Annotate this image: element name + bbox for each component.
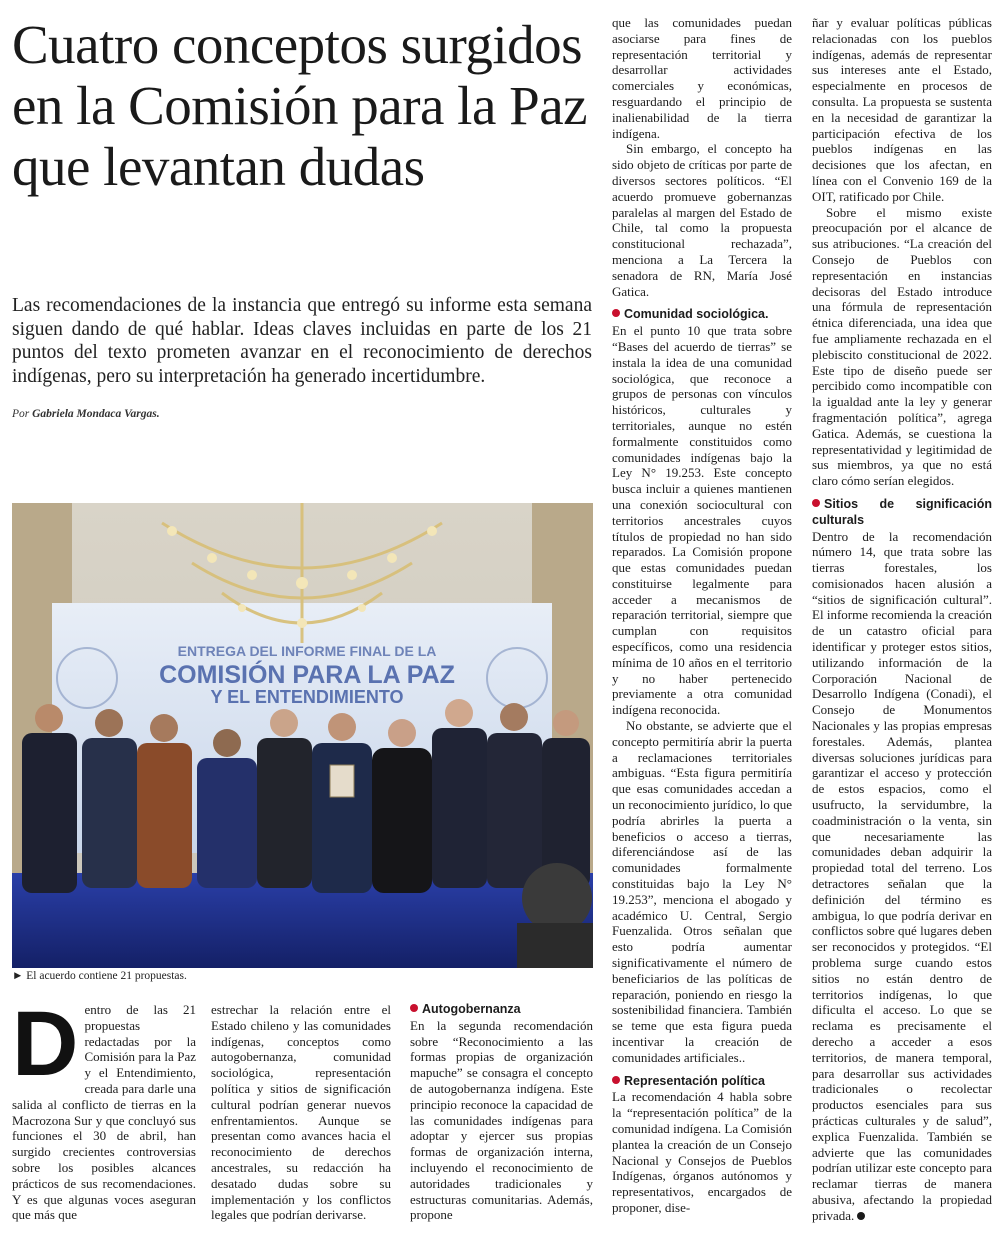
- banner-line-3: Y EL ENTENDIMIENTO: [210, 687, 404, 707]
- bullet-icon: [612, 1076, 620, 1084]
- article-photo: [12, 503, 593, 968]
- end-of-article-icon: [857, 1212, 865, 1220]
- autogobernanza-paragraph-2: que las comunidades puedan asociarse para fines de representación territorial y desarrollar actividades comerciales y económicas, resguardando el principio de inalienabilidad de la tierra indígena.: [612, 15, 792, 141]
- autogobernanza-paragraph-1: En la segunda recomendación sobre “Reconocimiento a las formas propias de organización mapuche” se consagra el concepto de autogobernanza indígena. Este principio reconoce la capacidad de las comunidades indígenas para adoptar y ejercer sus propias formas de organización interna, incluyendo el reconocimiento de autoridades tradicionales y estructuras comunitarias. Además, propone: [410, 1017, 593, 1223]
- section-heading-autogobernanza: Autogobernanza: [410, 1002, 593, 1018]
- bullet-icon: [612, 309, 620, 317]
- photo-caption: ► El acuerdo contiene 21 propuestas.: [12, 970, 187, 982]
- dropcap: D: [12, 993, 79, 1095]
- article-deck: Las recomendaciones de la instancia que entregó su informe esta semana siguen dando de qué hablar. Ideas claves incluidas en parte de los 21 puntos del texto prometen avanzar en el reconocimiento de derechos indígenas, pero su interpretación ha generado incertidumbre.: [12, 295, 592, 387]
- autogobernanza-paragraph-3: Sin embargo, el concepto ha sido objeto de críticas por parte de diversos sectores políticos. “El acuerdo promueve gobernanzas paralelas al margen del Estado de Chile, tal como la propuesta constitucional rechazada”, menciona a La Tercera la senadora de RN, María José Gatica.: [612, 141, 792, 299]
- banner-line-2: COMISIÓN PARA LA PAZ: [159, 661, 455, 689]
- column-middle: [612, 15, 792, 1216]
- representacion-paragraph-1-end: ñar y evaluar políticas públicas relacionadas con los pueblos indígenas, además de representar sus intereses ante el Estado, especialmente en procesos de consulta. La propuesta se sustenta en la necesidad de garantizar la participación efectiva de los pueblos indígenas en las decisiones que los afectan, en línea con el Convenio 169 de la OIT, ratificado por Chile.: [812, 15, 992, 204]
- byline-author: Gabriela Mondaca Vargas.: [32, 408, 160, 420]
- comunidad-paragraph-1: En el punto 10 que trata sobre “Bases del acuerdo de tierras” se instala la idea de una comunidad sociológica, que reconoce a grupos de personas con vínculos históricos, culturales y territoriales, aunque no estén formalmente constituidos como comunidades indígenas bajo la Ley N° 19.253. Este concepto busca incluir a quienes mantienen una conexión sociocultural con territorios ancestrales cuyos títulos de propiedad no han sido reparados. La Comisión propone que estas comunidades puedan constituirse legalmente para acceder a mecanismos de reparación territorial, siempre que cumplan con requisitos específicos, como una residencia mínima de 10 años en el territorio y no haber pertenecido previamente a otra comunidad indígena reconocida.: [612, 323, 792, 718]
- section-heading-comunidad: Comunidad sociológica.: [612, 307, 792, 323]
- banner-line-1: ENTREGA DEL INFORME FINAL DE LA: [177, 643, 437, 659]
- intro-paragraph-1: entro de las 21 propuestas redactadas por la Comisión para la Paz y el Entendimiento, creada para darle una salida al conflicto de tierras en la Macrozona Sur y que concluyó sus funciones el 30 de abril, han surgido crecientes controversias sobre los posibles alcances prácticos de sus recomendaciones. Y es que algunas voces aseguran que más que: [12, 1002, 196, 1223]
- section-heading-representacion: Representación política: [612, 1074, 792, 1090]
- column-intro-2: [211, 1002, 391, 1223]
- representacion-paragraph-2: Sobre el mismo existe preocupación por el alcance de sus atribuciones. “La creación del Consejo de Pueblos con representación en instancias decisoras del Estado introduce una fórmula de representación étnica diferenciada, una idea que fue ampliamente rechazada en el plebiscito constitucional de 2022. Este tipo de diseño puede ser percibido como incompatible con la igualdad ante la ley y generar fragmentación política”, agrega Gatica. Además, se cuestiona la representatividad y legitimidad de sus miembros, ya que no está claro cómo serían elegidos.: [812, 204, 992, 489]
- comunidad-paragraph-2: No obstante, se advierte que el concepto permitiría abrir la puerta a reclamaciones territoriales ambiguas. “Esta figura permitiría que esas comunidades accedan a un reconocimiento jurídico, lo que podría abrirles la puerta a beneficios o acceso a tierras, diferenciándose así de las comunidades formalmente constituidas bajo la Ley N° 19.253”, menciona el abogado y académico U. Central, Sergio Fuenzalida. Otros señalan que esto podría aumentar significativamente el número de beneficiarios de las políticas de reparación, poniendo en riesgo la sostenibilidad financiera. También se teme que esta figura pueda incentivar la creación de comunidades artificiales..: [612, 718, 792, 1065]
- section-heading-sitios: Sitios de significación culturals: [812, 496, 992, 527]
- sitios-paragraph-1: Dentro de la recomendación número 14, que trata sobre las tierras forestales, los comisionados hacen alusión a “sitios de significación cultural”. El informe recomienda la creación de un catastro oficial para identificar y proteger estos sitios, utilizando información de la Corporación Nacional de Desarrollo Indígena (Conadi), el Consejo de Monumentos Nacionales y las propias empresas forestales. Además, plantea diversas soluciones jurídicas para garantizar el acceso y protección de estos espacios, como el usufructo, la servidumbre, la coadministración o la venta, sin que necesariamente las comunidades deban adquirir la propiedad total del terreno. Los detractores señalan que la definición del término es ambigua, lo que podría derivar en conflictos sobre qué lugares deben ser reconocidos y protegidos. “El problema surge cuando estos sitios no están dentro de territorios indígenas, lo que dificulta el acceso. Lo que se reclama es precisamente el derecho a acceder a esos territorios, de manera temporal, para desarrollar sus actividades tradicionales o recolectar productos esenciales para sus prácticas culturales y de salud”, explica Fuenzalida. También se advierte que las comunidades podrían utilizar este concepto para reclamar tierras de manera abusiva, afectando la propiedad privada.: [812, 528, 992, 1223]
- column-autogobernanza: [410, 1002, 593, 1223]
- intro-paragraph-2: estrechar la relación entre el Estado chileno y las comunidades indígenas, conceptos como autogobernanza, comunidad sociológica, representación política y sitios de significación cultural podrían generar nuevos enfrentamientos. Aunque se presentan como avances hacia el reconocimiento de derechos ancestrales, su redacción ha desatado dudas sobre su implementación y los conflictos legales que podrían derivarse.: [211, 1002, 391, 1223]
- byline-prefix: Por: [12, 408, 30, 420]
- column-right: [812, 15, 992, 1224]
- article-headline: Cuatro conceptos surgidos en la Comisión para la Paz que levantan dudas: [12, 14, 588, 197]
- byline: [12, 408, 592, 420]
- bullet-icon: [812, 499, 820, 507]
- column-intro-1: [12, 993, 196, 1223]
- representacion-paragraph-1-start: La recomendación 4 habla sobre la “representación política” de la comunidad indígena. La Comisión plantea la creación de un Consejo Nacional y Consejos de Pueblos Indígenas, órganos autónomos y representativos, encargados de proponer, dise-: [612, 1089, 792, 1215]
- bullet-icon: [410, 1004, 418, 1012]
